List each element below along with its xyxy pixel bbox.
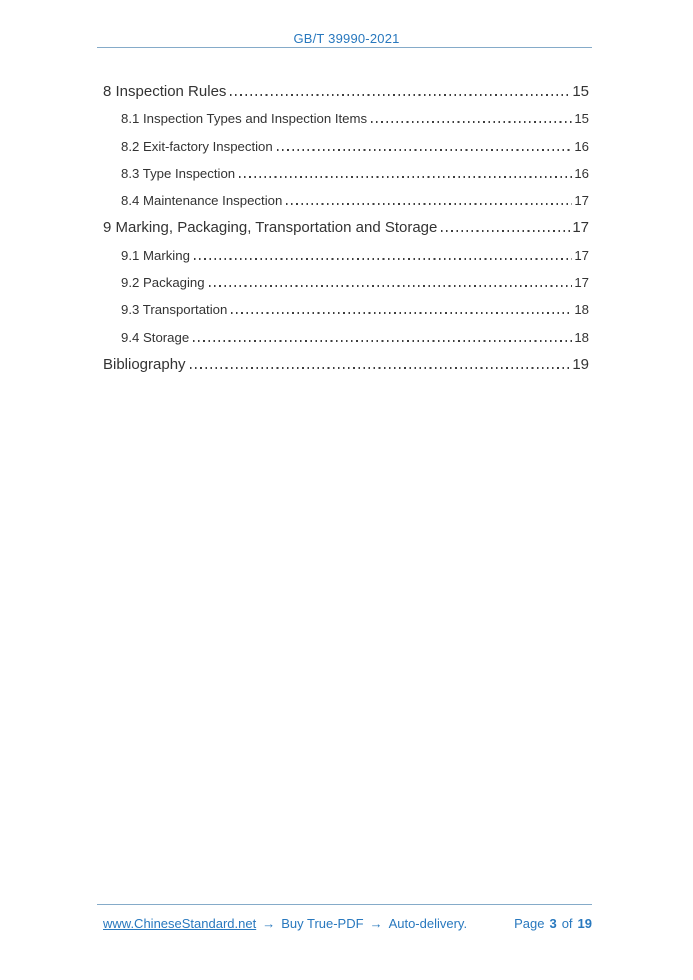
toc-entry-title: 9.1 Marking xyxy=(121,247,190,263)
of-label: of xyxy=(561,916,573,931)
page-label: Page xyxy=(514,916,545,931)
toc-entry-page: 17 xyxy=(574,275,589,291)
toc-entry-title: 8 Inspection Rules xyxy=(103,83,227,100)
dot-leader xyxy=(371,121,572,123)
dot-leader xyxy=(286,203,572,205)
arrow-right-icon: → xyxy=(369,916,383,931)
website-link[interactable]: www.ChineseStandard.net xyxy=(103,916,257,931)
header-rule xyxy=(97,47,592,48)
table-of-contents xyxy=(103,78,589,378)
toc-entry-page: 17 xyxy=(572,219,589,237)
toc-entry-page: 19 xyxy=(572,355,589,373)
dot-leader xyxy=(209,285,573,287)
toc-entry-page: 16 xyxy=(574,165,589,181)
dot-leader xyxy=(190,367,571,369)
toc-entry-page: 16 xyxy=(574,138,589,154)
current-page-number: 3 xyxy=(549,916,557,931)
toc-entry-page: 18 xyxy=(574,329,589,345)
toc-entry xyxy=(103,324,589,351)
dot-leader xyxy=(277,149,573,151)
dot-leader xyxy=(239,176,572,178)
toc-entry-title: 8.2 Exit-factory Inspection xyxy=(121,138,273,154)
arrow-right-icon: → xyxy=(262,916,276,931)
toc-entry xyxy=(103,78,589,105)
toc-entry-page: 17 xyxy=(574,193,589,209)
footer-left xyxy=(103,916,467,931)
header-doc-number: GB/T 39990-2021 xyxy=(293,31,400,46)
dot-leader xyxy=(193,340,572,342)
toc-entry-title: 8.4 Maintenance Inspection xyxy=(121,193,283,209)
dot-leader xyxy=(194,258,572,260)
toc-entry-title: 8.3 Type Inspection xyxy=(121,165,236,181)
toc-entry xyxy=(103,351,589,378)
footer xyxy=(103,916,592,931)
dot-leader xyxy=(441,230,570,232)
toc-entry-title: 9.4 Storage xyxy=(121,329,190,345)
toc-entry-page: 15 xyxy=(574,111,589,127)
toc-entry-title: 8.1 Inspection Types and Inspection Items xyxy=(121,111,368,127)
toc-entry xyxy=(103,133,589,160)
toc-entry xyxy=(103,187,589,214)
buy-pdf-text: Buy True-PDF xyxy=(281,916,364,931)
toc-entry xyxy=(103,296,589,323)
toc-entry-title: 9.3 Transportation xyxy=(121,302,228,318)
toc-entry-title: 9 Marking, Packaging, Transportation and Storage xyxy=(103,219,438,237)
page-indicator xyxy=(514,916,592,931)
auto-delivery-text: Auto-delivery. xyxy=(388,916,468,931)
dot-leader xyxy=(230,94,570,96)
footer-rule xyxy=(97,904,592,905)
toc-entry xyxy=(103,160,589,187)
toc-entry xyxy=(103,214,589,241)
total-pages-number: 19 xyxy=(577,916,592,931)
toc-entry-page: 18 xyxy=(574,302,589,318)
toc-entry-page: 17 xyxy=(574,247,589,263)
dot-leader xyxy=(231,312,572,314)
toc-entry xyxy=(103,105,589,132)
toc-entry xyxy=(103,269,589,296)
toc-entry-title: 9.2 Packaging xyxy=(121,275,205,291)
toc-entry-page: 15 xyxy=(572,83,589,100)
toc-entry xyxy=(103,242,589,269)
toc-entry-title: Bibliography xyxy=(103,355,186,373)
